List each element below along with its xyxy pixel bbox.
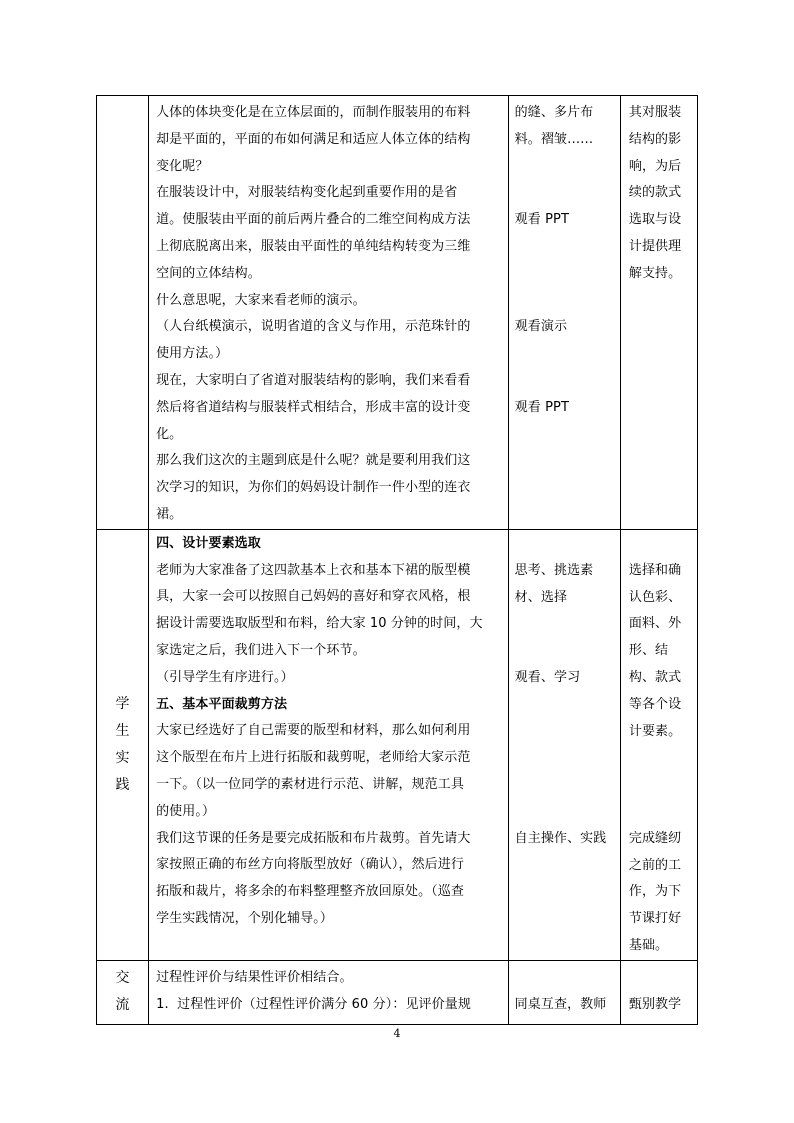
- text-line: 料。褶皱……: [514, 131, 594, 147]
- text-line: 的使用。）: [156, 803, 216, 819]
- text-line: 自主操作、实践: [514, 830, 607, 846]
- text-line: 家按照正确的布丝方向将版型放好（确认），然后进行: [156, 857, 464, 873]
- text-line: 观看演示: [514, 319, 568, 335]
- text-line: 道。使服装由平面的前后两片叠合的二维空间构成方法: [156, 212, 471, 228]
- text-line: 甄别教学: [628, 996, 682, 1012]
- text-line: 一下。（以一位同学的素材进行示范、讲解，规范工具: [156, 776, 464, 792]
- page-number: 4: [393, 1027, 401, 1040]
- text-line: 上彻底脱离出来，服装由平面性的单纯结构转变为三维: [156, 238, 471, 254]
- text-line: 变化呢？: [156, 158, 209, 174]
- student-activity-cell: [508, 529, 620, 960]
- text-line: 响，为后: [628, 158, 682, 174]
- text-line: 那么我们这次的主题到底是什么呢？就是要利用我们这: [156, 453, 471, 469]
- text-line: 认色彩、: [628, 589, 682, 605]
- text-line: 选取与设: [628, 212, 682, 228]
- text-line: 在服装设计中，对服装结构变化起到重要作用的是省: [156, 185, 458, 201]
- text-line: 同桌互查，教师: [514, 996, 607, 1012]
- text-line: 老师为大家准备了这四款基本上衣和基本下裙的版型模: [156, 562, 471, 578]
- text-line: 结构的影: [628, 131, 682, 147]
- text-line: 材、选择: [514, 589, 568, 605]
- text-line: 完成缝纫: [628, 830, 682, 846]
- stage-label-char: 实: [115, 749, 130, 766]
- text-line: 基础。: [628, 937, 669, 953]
- stage-label-cell: [97, 529, 149, 960]
- section-heading: 五、基本平面裁剪方法: [156, 696, 288, 712]
- text-line: 节课打好: [628, 911, 682, 927]
- text-line: 空间的立体结构。: [156, 265, 261, 281]
- text-line: 续的款式: [628, 185, 682, 201]
- student-activity-cell: [508, 960, 620, 1024]
- table-row: [97, 529, 698, 960]
- text-line: 我们这节课的任务是要完成拓版和布片裁剪。首先请大: [156, 830, 471, 846]
- text-line: 的缝、多片布: [514, 105, 594, 120]
- text-line: 计要素。: [628, 723, 682, 739]
- text-line: （引导学生有序进行。）: [156, 669, 294, 685]
- student-activity-cell: [508, 96, 620, 530]
- stage-label-char: 学: [115, 696, 130, 713]
- text-line: 据设计需要选取版型和布料，给大家 10 分钟的时间，大: [156, 616, 483, 632]
- stage-cell: [97, 96, 149, 530]
- text-line: 却是平面的，平面的布如何满足和适应人体立体的结构: [156, 131, 471, 147]
- text-line: 具，大家一会可以按照自己妈妈的喜好和穿衣风格，根: [156, 589, 471, 605]
- table-row: [97, 96, 698, 530]
- text-line: 计提供理: [628, 238, 682, 254]
- text-line: 面料、外: [628, 616, 682, 632]
- text-line: 化。: [156, 426, 183, 442]
- text-line: 1. 过程性评价（过程性评价满分 60 分）：见评价量规: [156, 996, 471, 1012]
- teacher-activity-cell: [149, 529, 509, 960]
- design-intent-cell: [620, 529, 697, 960]
- text-line: 什么意思呢，大家来看老师的演示。: [156, 292, 366, 308]
- text-line: 学生实践情况，个别化辅导。）: [156, 910, 333, 926]
- text-line: 等各个设: [628, 696, 682, 712]
- text-line: 人体的体块变化是在立体层面的，而制作服装用的布料: [156, 105, 471, 120]
- stage-label-char: 流: [115, 996, 130, 1013]
- design-intent-cell: [620, 960, 697, 1024]
- text-line: （人台纸模演示，说明省道的含义与作用，示范珠针的: [156, 319, 471, 335]
- stage-label-cell: [97, 960, 149, 1024]
- text-line: 次学习的知识，为你们的妈妈设计制作一件小型的连衣: [156, 480, 471, 496]
- text-line: 然后将省道结构与服装样式相结合，形成丰富的设计变: [156, 399, 471, 415]
- stage-label-char: 交: [115, 969, 130, 986]
- text-line: 裙。: [156, 506, 183, 522]
- stage-label-char: 践: [115, 776, 130, 793]
- text-line: 作，为下: [628, 884, 682, 900]
- text-line: 观看 PPT: [514, 212, 570, 228]
- text-line: 其对服装: [628, 105, 682, 120]
- text-line: 选择和确: [628, 562, 682, 578]
- text-line: 解支持。: [628, 265, 682, 281]
- text-line: 现在，大家明白了省道对服装结构的影响，我们来看看: [156, 372, 471, 388]
- text-line: 构、款式: [628, 669, 682, 685]
- text-line: 形、结: [628, 643, 669, 659]
- section-heading: 四、设计要素选取: [156, 535, 261, 551]
- text-line: 观看、学习: [514, 669, 581, 685]
- text-line: 家选定之后，我们进入下一个环节。: [156, 642, 366, 658]
- text-line: 使用方法。）: [156, 346, 229, 362]
- table-row: [97, 960, 698, 1024]
- text-line: 之前的工: [628, 857, 682, 873]
- teacher-activity-cell: [149, 960, 509, 1024]
- teacher-activity-cell: [149, 96, 509, 530]
- design-intent-cell: [620, 96, 697, 530]
- text-line: 这个版型在布片上进行拓版和裁剪呢，老师给大家示范: [156, 750, 471, 766]
- stage-label-char: 生: [115, 722, 130, 739]
- lesson-plan-table: [96, 95, 698, 1025]
- text-line: 过程性评价与结果性评价相结合。: [156, 969, 353, 985]
- text-line: 大家已经选好了自己需要的版型和材料，那么如何利用: [156, 723, 471, 739]
- text-line: 思考、挑选素: [514, 562, 594, 578]
- text-line: 拓版和裁片，将多余的布料整理整齐放回原处。（巡查: [156, 884, 464, 900]
- text-line: 观看 PPT: [514, 399, 570, 415]
